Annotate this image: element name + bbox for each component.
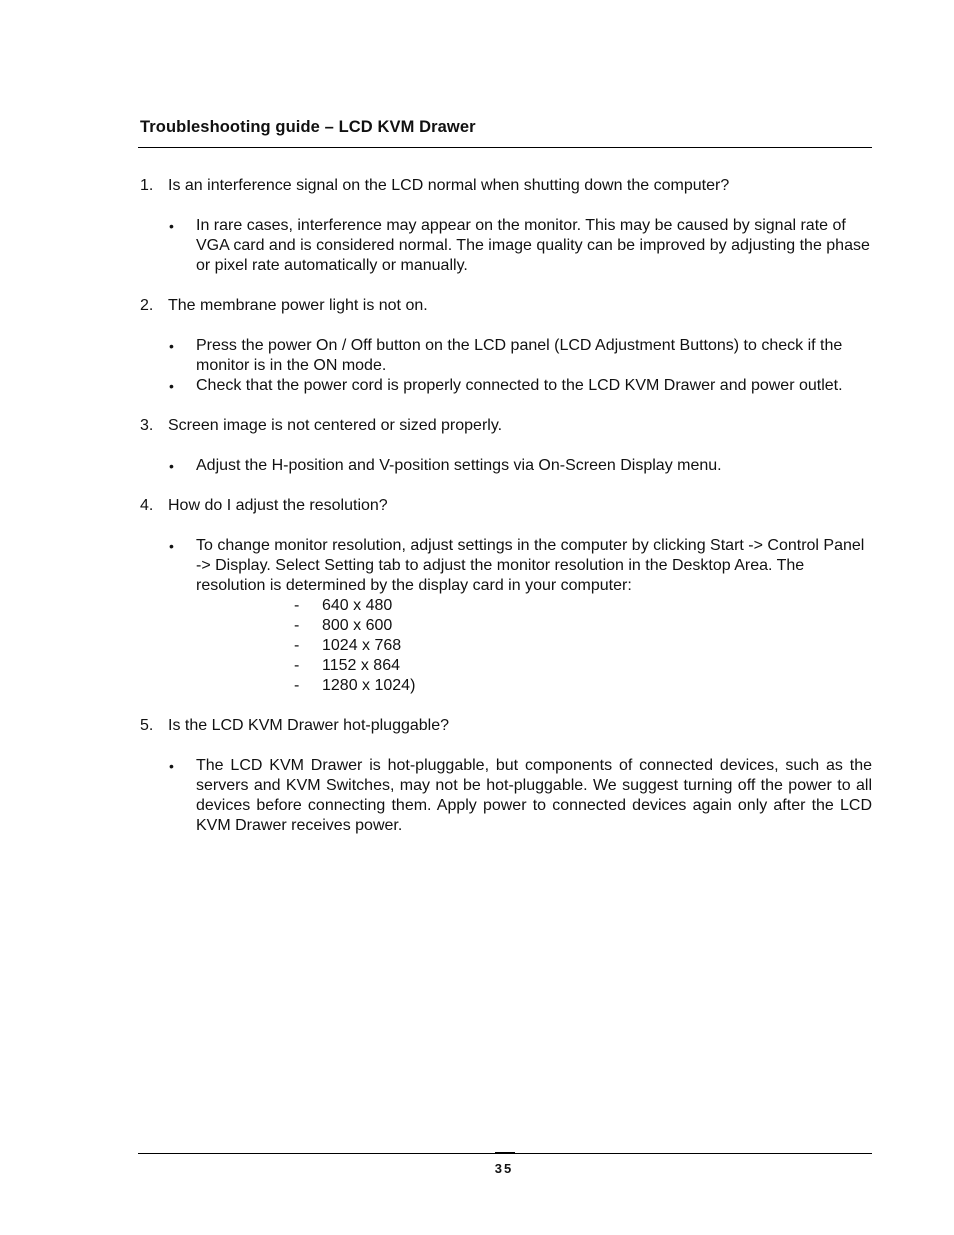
dash-marker: -	[294, 617, 300, 634]
answer-text: Press the power On / Off button on the LCD panel (LCD Adjustment Buttons) to check if the monitor is in the ON mode.	[196, 337, 843, 374]
answer-item	[140, 216, 872, 276]
answer-text: The LCD KVM Drawer is hot-pluggable, but components of connected devices, such as the servers and KVM Switches, may not be hot-pluggable. We suggest turning off the power to all devices before connecting them. Apply power to connected devices again only after the LCD KVM Drawer receives power.	[196, 757, 872, 834]
resolution-item	[140, 656, 872, 676]
answer-list-1	[140, 216, 872, 276]
answer-list-2	[140, 336, 872, 396]
question-1	[140, 176, 872, 196]
resolution-value: 1152 x 864	[322, 657, 400, 674]
page-number: 35	[494, 1161, 514, 1176]
answer-item	[140, 756, 872, 836]
question-text: Is an interference signal on the LCD normal when shutting down the computer?	[168, 177, 730, 194]
question-number: 1.	[140, 177, 154, 194]
bullet-icon: •	[169, 458, 174, 474]
footer-divider-tick	[495, 1152, 515, 1154]
page-title: Troubleshooting guide – LCD KVM Drawer	[140, 118, 476, 136]
bullet-icon: •	[169, 378, 174, 394]
answer-text: Check that the power cord is properly connected to the LCD KVM Drawer and power outlet.	[196, 377, 843, 394]
dash-marker: -	[294, 677, 300, 694]
question-text: Is the LCD KVM Drawer hot-pluggable?	[168, 717, 450, 734]
answer-item	[140, 536, 872, 596]
resolution-value: 800 x 600	[322, 617, 393, 634]
answer-item	[140, 336, 872, 376]
question-number: 5.	[140, 717, 154, 734]
answer-text: Adjust the H-position and V-position settings via On-Screen Display menu.	[196, 457, 722, 474]
question-2	[140, 296, 872, 316]
resolution-item	[140, 676, 872, 696]
dash-marker: -	[294, 637, 300, 654]
question-text: How do I adjust the resolution?	[168, 497, 388, 514]
resolution-list	[140, 596, 872, 696]
bullet-icon: •	[169, 218, 174, 234]
resolution-item	[140, 596, 872, 616]
question-4	[140, 496, 872, 516]
question-number: 2.	[140, 297, 154, 314]
bullet-icon: •	[169, 538, 174, 554]
answer-item	[140, 456, 872, 476]
resolution-value: 1024 x 768	[322, 637, 402, 654]
answer-list-3	[140, 456, 872, 476]
answer-text: To change monitor resolution, adjust settings in the computer by clicking Start -> Control Panel -> Display. Select Setting tab to adjust the monitor resolution in the Desktop Area. The resolution is determined by the display card in your computer:	[196, 537, 865, 594]
resolution-item	[140, 636, 872, 656]
resolution-item	[140, 616, 872, 636]
title-divider	[138, 147, 872, 148]
question-number: 4.	[140, 497, 154, 514]
resolution-value: 1280 x 1024)	[322, 677, 416, 694]
answer-list-4	[140, 536, 872, 696]
answer-item	[140, 376, 872, 396]
question-3	[140, 416, 872, 436]
answer-list-5	[140, 756, 872, 836]
bullet-icon: •	[169, 758, 174, 774]
question-text: Screen image is not centered or sized properly.	[168, 417, 503, 434]
question-number: 3.	[140, 417, 154, 434]
dash-marker: -	[294, 597, 300, 614]
dash-marker: -	[294, 657, 300, 674]
troubleshooting-list	[140, 176, 872, 856]
question-5	[140, 716, 872, 736]
answer-text: In rare cases, interference may appear on the monitor. This may be caused by signal rate of VGA card and is considered normal. The image quality can be improved by adjusting the phase or pixel rate automatically or manually.	[196, 217, 870, 274]
bullet-icon: •	[169, 338, 174, 354]
question-text: The membrane power light is not on.	[168, 297, 428, 314]
resolution-value: 640 x 480	[322, 597, 393, 614]
